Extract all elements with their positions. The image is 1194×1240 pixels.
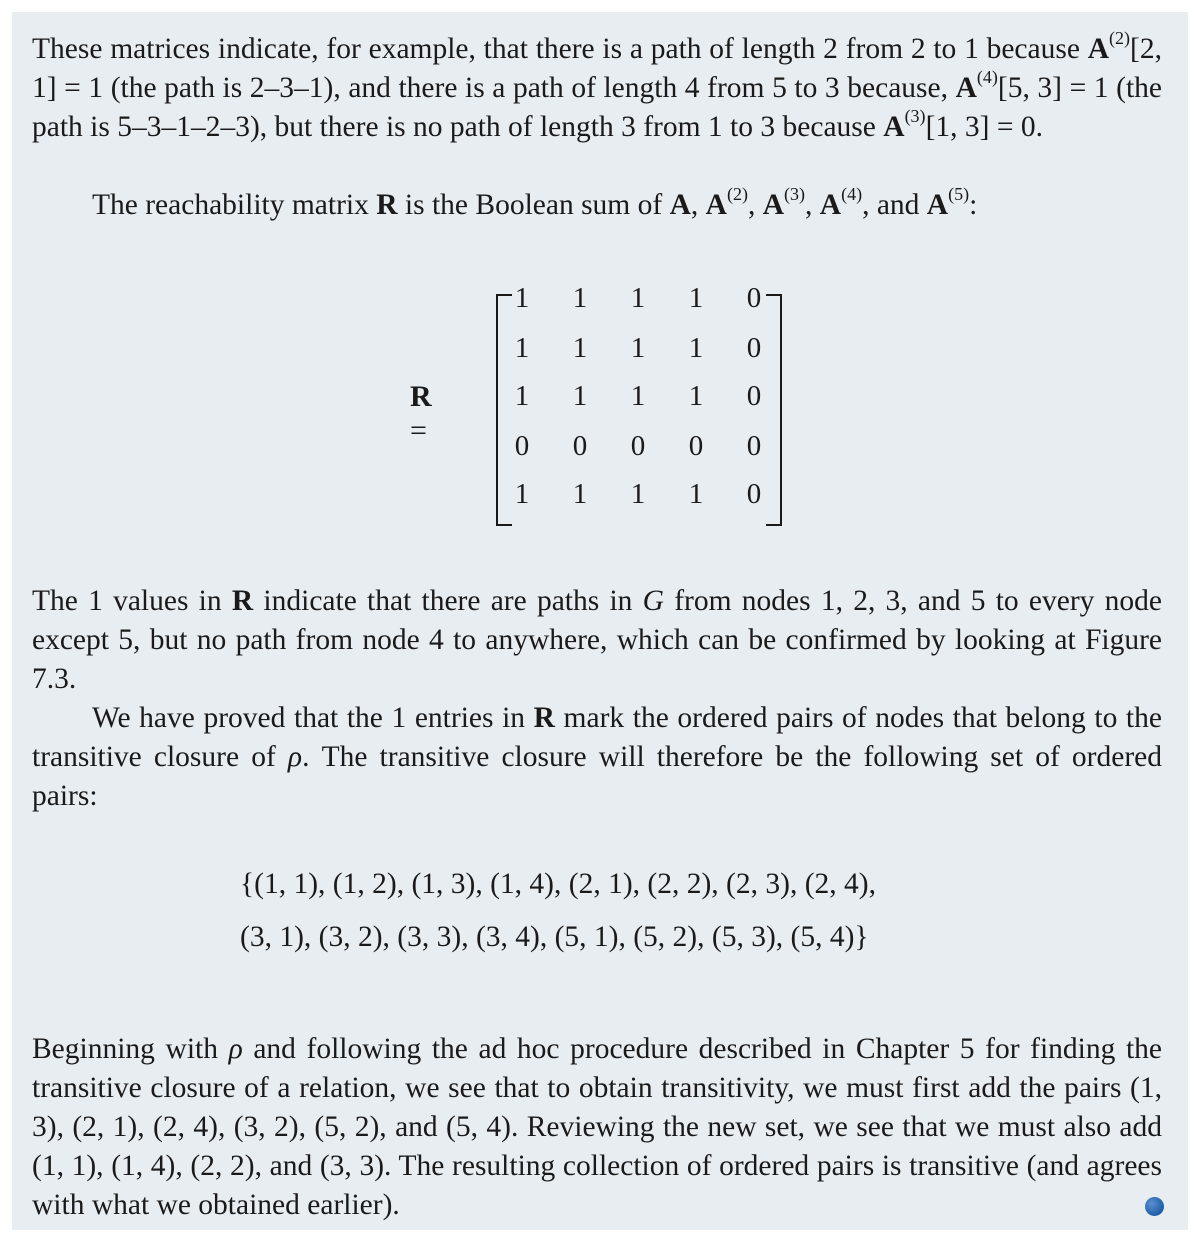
matrix-cell: 0 <box>688 430 704 462</box>
matrix-cell: 0 <box>514 430 530 462</box>
example-panel <box>12 12 1188 1230</box>
matrix-cell: 1 <box>514 380 530 412</box>
matrix-cell: 1 <box>688 478 704 510</box>
matrix-cell: 1 <box>572 332 588 364</box>
ordered-pairs-set <box>240 858 1000 964</box>
matrix-cell: 1 <box>688 332 704 364</box>
matrix-cell: 1 <box>572 380 588 412</box>
matrix-cell: 1 <box>630 478 646 510</box>
matrix-cell: 1 <box>572 282 588 314</box>
matrix-cell: 1 <box>572 478 588 510</box>
matrix-cell: 0 <box>746 282 762 314</box>
matrix-cell: 0 <box>746 478 762 510</box>
matrix-cell: 1 <box>688 380 704 412</box>
matrix-cell: 1 <box>630 332 646 364</box>
set-line-2: (3, 1), (3, 2), (3, 3), (3, 4), (5, 1), (5, 2), (5, 3), (5, 4)} <box>240 921 869 953</box>
paragraph-transitive-closure: We have proved that the 1 entries in R mark the ordered pairs of nodes that belong to the transitive closure of ρ. The transitive closure will therefore be the following set of ordered pairs: <box>32 702 1162 812</box>
end-of-example-dot-icon <box>1145 1197 1164 1216</box>
set-line-1: {(1, 1), (1, 2), (1, 3), (1, 4), (2, 1), (2, 2), (2, 3), (2, 4), <box>240 868 876 900</box>
matrix-cell: 0 <box>630 430 646 462</box>
matrix-cell: 1 <box>514 282 530 314</box>
matrix-cell: 0 <box>572 430 588 462</box>
matrix-cell: 0 <box>746 332 762 364</box>
matrix-cell: 1 <box>514 478 530 510</box>
matrix-cell: 0 <box>746 380 762 412</box>
matrix-cell: 1 <box>514 332 530 364</box>
matrix-cell: 0 <box>746 430 762 462</box>
paragraph-path-examples: These matrices indicate, for example, that there is a path of length 2 from 2 to 1 because $A^{(2)}[2$, 1] = 1 (the path is 2–3–1), and there is a path of length 4 from 5 to 3 because, $A^{(4)}[5$, 3] = 1 (the path is 5–3–1–2–3), but there is no path of length 3 from 1 to 3 because $A^{(3)}[1$, 3] = 0. <box>32 28 1162 143</box>
paragraph-matrix-interpretation: The 1 values in R indicate that there are paths in G from nodes 1, 2, 3, and 5 to every node except 5, but no path from node 4 to anywhere, which can be confirmed by looking at Figure 7.3. <box>32 585 1162 695</box>
matrix-label: R = <box>410 380 432 447</box>
matrix-cell: 1 <box>630 380 646 412</box>
paragraph-ad-hoc-procedure: Beginning with ρ and following the ad hoc procedure described in Chapter 5 for finding the transitive closure of a relation, we see that to obtain transitivity, we must first add the pairs (1, 3), (2, 1), (2, 4), (3, 2), (5, 2), and (5, 4). Reviewing the new set, we see that we must also add (1, 1), (1, 4), (2, 2), and (3, 3). The resulting collection of ordered pairs is transitive (and agrees with what we obtained earlier). <box>32 1033 1162 1221</box>
paragraph-reachability-intro: The reachability matrix R is the Boolean sum of A, $A^{(2)}$, $A^{(3)}$, $A^{(4)}$, and $A^{(5)}$: <box>92 184 978 221</box>
matrix-cell: 1 <box>630 282 646 314</box>
matrix-cell: 1 <box>688 282 704 314</box>
